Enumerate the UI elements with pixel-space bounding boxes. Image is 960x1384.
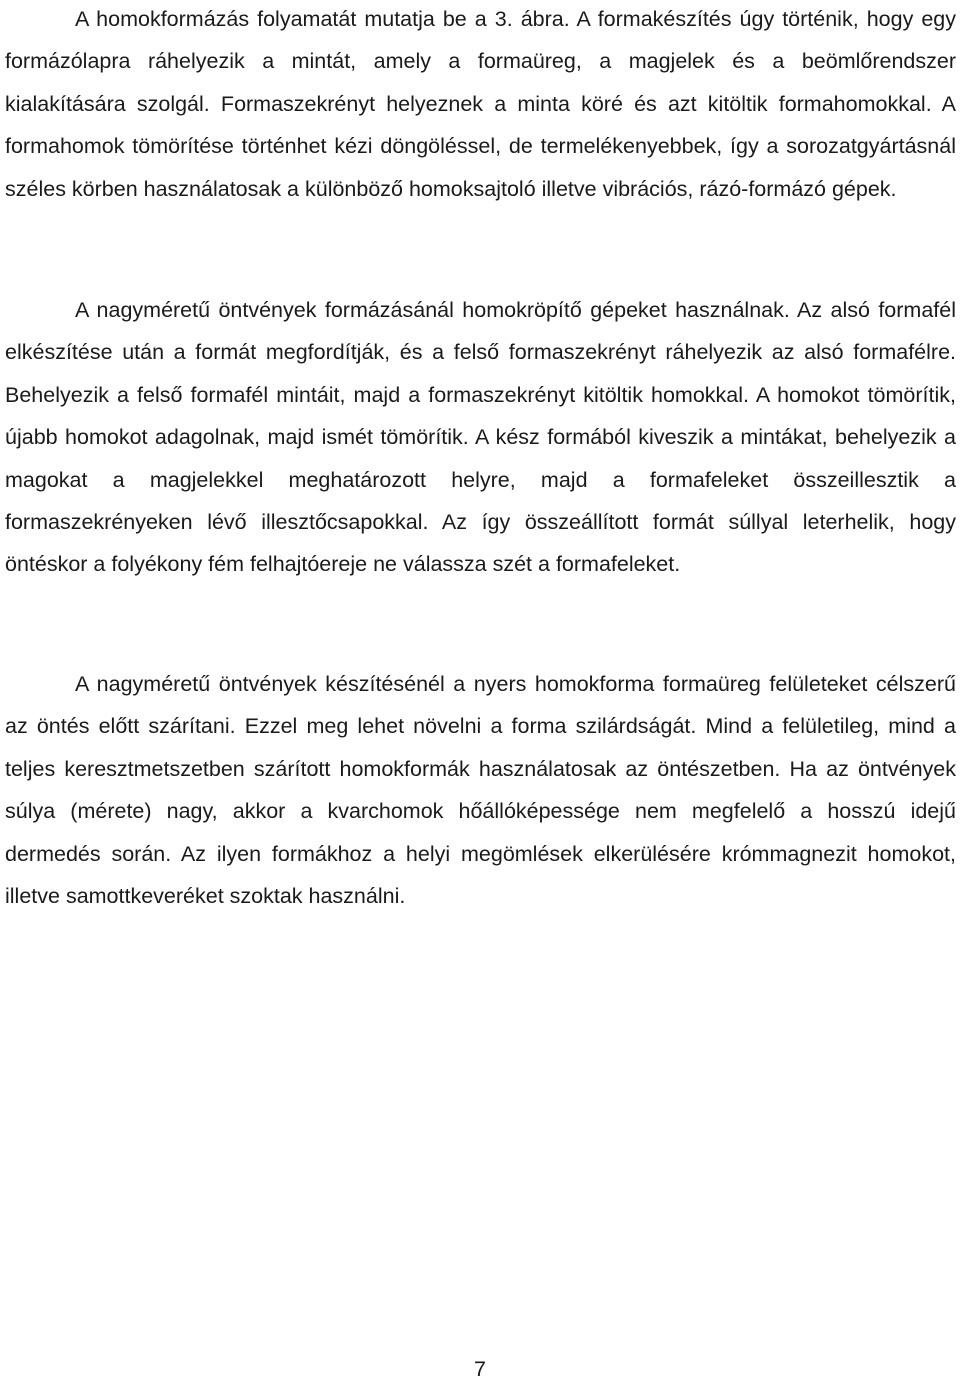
page-number: 7 xyxy=(474,1357,486,1381)
paragraph-molding-process: A homokformázás folyamatát mutatja be a 3. ábra. A formakészítés úgy történik, hogy egy formázólapra ráhelyezik a mintát, amely a formaüreg, a magjelek és a beömlőrendszer kialakítására szolgál. Formaszekrényt helyeznek a minta köré és azt kitöltik formahomokkal. A formahomok tömörítése történhet kézi döngöléssel, de termelékenyebbek, így a sorozatgyártásnál széles körben használatosak a különböző homoksajtoló illetve vibrációs, rázó-formázó gépek. xyxy=(5,7,956,201)
paragraph-large-castings-molding: A nagyméretű öntvények formázásánál homokröpítő gépeket használnak. Az alsó formafél elkészítése után a formát megfordítják, és a felső formaszekrényt ráhelyezik az alsó formafélre. Behelyezik a felső formafél mintáit, majd a formaszekrényt kitöltik homokkal. A homokot tömörítik, újabb homokot adagolnak, majd ismét tömörítik. A kész formából kiveszik a mintákat, behelyezik a magokat a magjelekkel meghatározott helyre, majd a formafeleket összeillesztik a formaszekrényeken lévő illesztőcsapokkal. Az így összeállított formát súllyal leterhelik, hogy öntéskor a folyékony fém felhajtóereje ne válassza szét a formafeleket. xyxy=(5,298,956,577)
paragraph-mold-drying: A nagyméretű öntvények készítésénél a nyers homokforma formaüreg felületeket célszerű az öntés előtt szárítani. Ezzel meg lehet növelni a forma szilárdságát. Mind a felületileg, mind a teljes keresztmetszetben szárított homokformák használatosak az öntészetben. Ha az öntvények súlya (mérete) nagy, akkor a kvarchomok hőállóképessége nem megfelelő a hosszú idejű dermedés során. Az ilyen formákhoz a helyi megömlések elkerülésére krómmagnezit homokot, illetve samottkeveréket szoktak használni. xyxy=(5,672,956,909)
